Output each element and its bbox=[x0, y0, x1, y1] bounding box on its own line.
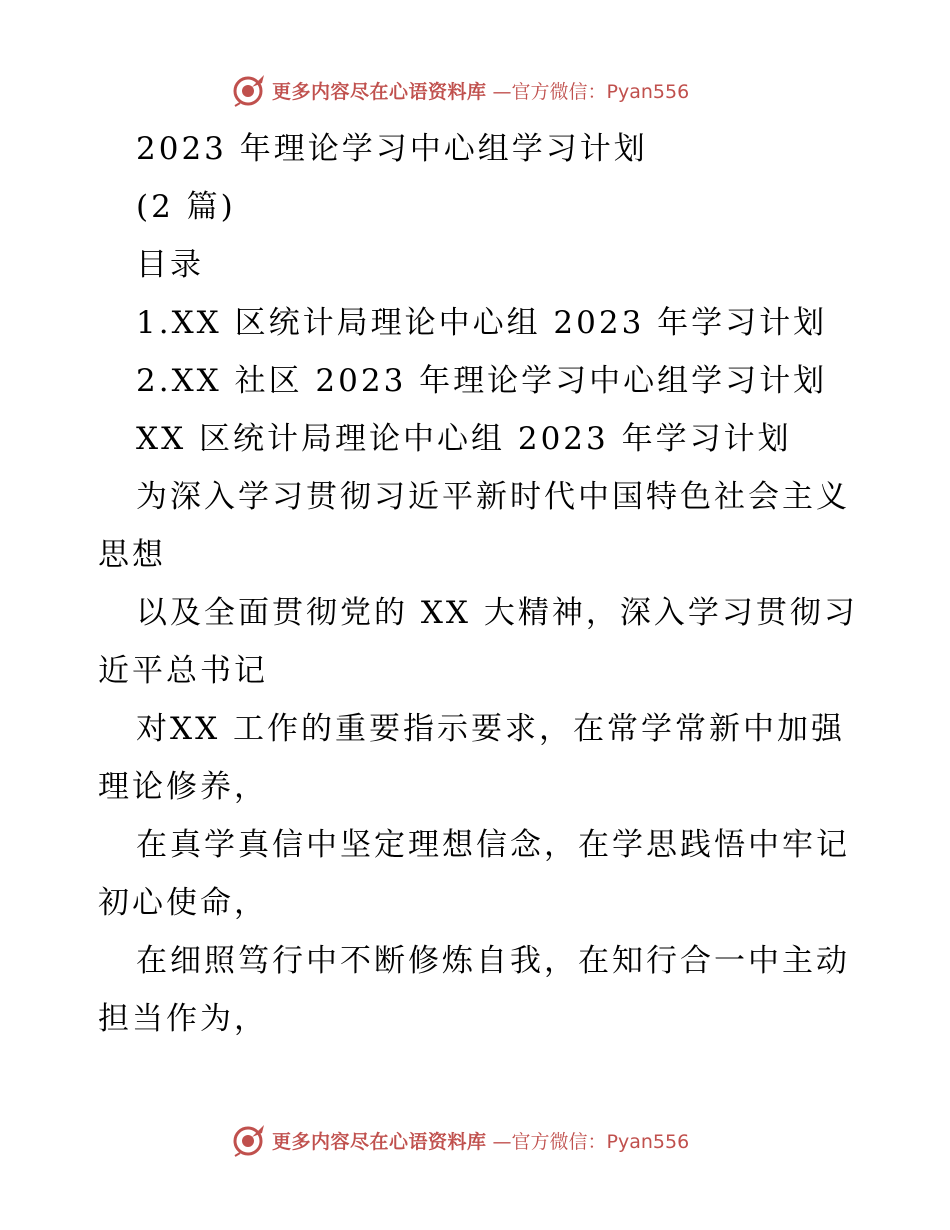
watermark-wechat-text: —官方微信：Pyan556 bbox=[492, 80, 690, 103]
paragraph-line: 思想 bbox=[98, 537, 166, 573]
watermark-banner-bottom bbox=[232, 1122, 689, 1158]
doc-title: 2023 年理论学习中心组学习计划 bbox=[136, 131, 648, 167]
paragraph-line: 在真学真信中坚定理想信念，在学思践悟中牢记 bbox=[136, 827, 850, 863]
paragraph-line: 以及全面贯彻党的 XX 大精神，深入学习贯彻习 bbox=[136, 595, 858, 631]
watermark-site-text: 更多内容尽在心语资料库 bbox=[272, 80, 487, 103]
quill-logo-icon bbox=[232, 1123, 266, 1157]
document-body bbox=[98, 120, 858, 1048]
watermark-wechat-text: —官方微信：Pyan556 bbox=[492, 1130, 690, 1153]
paragraph-line: 近平总书记 bbox=[98, 653, 268, 689]
toc-heading: 目录 bbox=[136, 247, 204, 283]
paragraph-line: 在细照笃行中不断修炼自我，在知行合一中主动 bbox=[136, 943, 850, 979]
toc-item: 1.XX 区统计局理论中心组 2023 年学习计划 bbox=[136, 305, 828, 341]
paragraph-line: 初心使命， bbox=[98, 885, 268, 921]
watermark-site-text: 更多内容尽在心语资料库 bbox=[272, 1130, 487, 1153]
toc-item: 2.XX 社区 2023 年理论学习中心组学习计划 bbox=[136, 363, 828, 399]
paragraph-line: 担当作为， bbox=[98, 1001, 268, 1037]
section-heading: XX 区统计局理论中心组 2023 年学习计划 bbox=[136, 421, 792, 457]
paragraph-line: 为深入学习贯彻习近平新时代中国特色社会主义 bbox=[136, 479, 850, 515]
doc-subtitle: (2 篇) bbox=[136, 189, 236, 225]
paragraph-line: 对XX 工作的重要指示要求，在常学常新中加强 bbox=[136, 711, 845, 747]
paragraph-line: 理论修养， bbox=[98, 769, 268, 805]
watermark-banner-top bbox=[232, 72, 689, 108]
quill-logo-icon bbox=[232, 73, 266, 107]
